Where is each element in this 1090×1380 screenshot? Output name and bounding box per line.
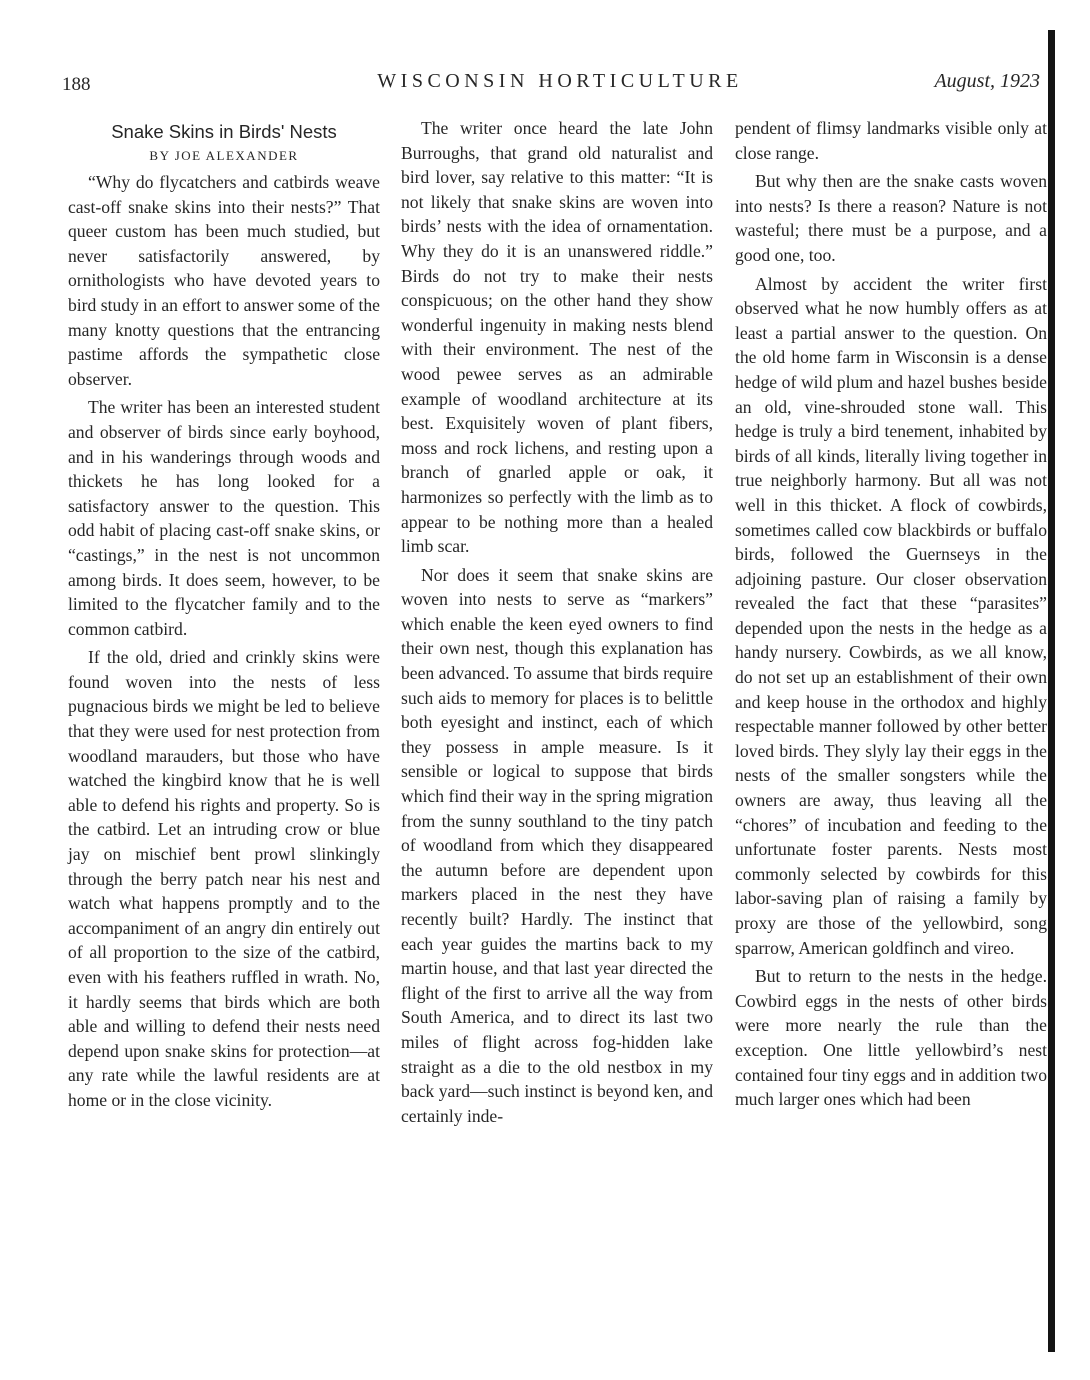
paragraph: The writer has been an interested student and observer of birds since early boyhood, and in his wanderings through woods and thickets he has long looked for a satisfactory answer to the question. This odd habit of placing cast-off snake skins, or “castings,” in the nest is not uncommon among birds. It does seem, however, to be limited to the flycatcher family and to the common catbird.	[68, 397, 380, 639]
paragraph: If the old, dried and crinkly skins were found woven into the nests of less pugnacious birds we might be led to believe that they were used for nest protection from woodland marauders, but those who have watched the kingbird know that he is well able to defend his rights and property. So is the catbird. Let an intruding crow or blue jay on mischief bent prowl slinkingly through the berry patch near his nest and watch what happens promptly and to the accompaniment of an angry din entirely out of all proportion to the size of the catbird, even with his feathers ruffled in wrath. No, it hardly seems that birds which are both able and willing to defend their nests need depend upon snake skins for protection—at any rate while the lawful residents are at home or in the close vicinity.	[68, 647, 380, 1110]
paragraph: Almost by accident the writer first observed what he now humbly offers as at least a partial answer to the question. On the old home farm in Wisconsin is a dense hedge of wild plum and hazel bushes beside an old, vine-shrouded stone wall. This hedge is truly a bird tenement, inhabited by birds of all kinds, literally living together in true neighborly harmony. But all was not well in this thicket. A flock of cowbirds, sometimes called cow blackbirds or buffalo birds, followed the Guernseys in the adjoining pasture. Our closer observation revealed the fact that these “parasites” depended upon the nests in the hedge as a handy nursery. Cowbirds, as we all know, do not set up an establishment of their own and keep house in the orthodox and highly respectable manner followed by other better loved birds. They slyly lay their eggs in the nests of the smaller songsters while the owners are away, thus leaving all the “chores” of incubation and feeding to the unfortunate foster parents. Nests most commonly selected by cowbirds for this labor-saving plan of raising a family by proxy are those of the yellowbird, song sparrow, American goldfinch and vireo.	[735, 273, 1047, 958]
article-column-2	[401, 116, 713, 1132]
article-title: Snake Skins in Birds' Nests	[111, 121, 337, 142]
paragraph: The writer once heard the late John Burroughs, that grand old naturalist and bird lover, say relative to this matter: “It is not likely that snake skins are woven into birds’ nests with the idea of ornamentation. Why they do it is an unanswered riddle.” Birds do not try to make their nests conspicuous; on the other hand they show wonderful ingenuity in making nests blend with their environment. The nest of the wood pewee serves as an admirable example of woodland architecture at its best. Exquisitely woven of plant fibers, moss and rock lichens, and resting upon a branch of gnarled apple or oak, it harmonizes so perfectly with the limb as to appear to be nothing more than a healed limb scar.	[401, 118, 713, 557]
page-edge-rule	[1048, 30, 1055, 1352]
article-column-1	[68, 116, 380, 1117]
paragraph: “Why do flycatchers and catbirds weave cast-off snake skins into their nests?” That queer custom has been much studied, but never satisfactorily answered, by ornithologists who have devoted years to bird study in an effort to answer some of the many knotty questions that the entrancing pastime affords the sympathetic close observer.	[68, 172, 380, 389]
article-byline: BY JOE ALEXANDER	[149, 148, 299, 163]
paragraph-continued: pendent of flimsy landmarks visible only at close range.	[735, 118, 1047, 163]
journal-title: WISCONSIN HORTICULTURE	[377, 70, 743, 92]
article-column-3	[735, 116, 1047, 1116]
page-number: 188	[62, 74, 91, 95]
paragraph: But to return to the nests in the hedge. Cowbird eggs in the nests of other birds were more nearly the rule than the exception. One little yellowbird’s nest contained four tiny eggs and in addition two much larger ones which had been	[735, 966, 1047, 1110]
paragraph: But why then are the snake casts woven into nests? Is there a reason? Nature is not wasteful; there must be a purpose, and a good one, too.	[735, 171, 1047, 265]
issue-date: August, 1923	[934, 70, 1040, 92]
paragraph: Nor does it seem that snake skins are woven into nests to serve as “markers” which enable the keen eyed owners to find their own nest, though this explanation has been advanced. To assume that birds require such aids to memory for places is to belittle both eyesight and instinct, each of which they possess in ample measure. Is it sensible or logical to suppose that birds which find their way in the spring migration from the sunny southland to the tiny patch of woodland from which they disappeared the autumn before are dependent upon markers placed in the nest they have recently built? Hardly. The instinct that each year guides the martins back to my martin house, and that last year directed the flight of the first to arrive all the way from South America, and to direct its last two miles of flight across fog-hidden lake straight as a die to the old nestbox in my back yard—such instinct is beyond ken, and certainly inde-	[401, 564, 713, 1126]
